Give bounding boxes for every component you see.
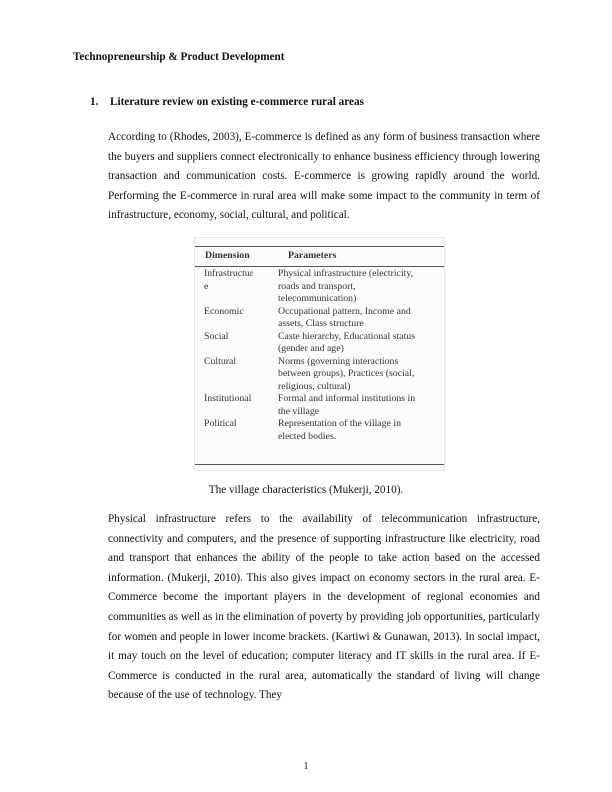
table-cell-dimension: Institutional — [204, 393, 252, 404]
table-row — [195, 356, 444, 394]
table-cell-parameters: Caste hierarchy, Educational status (gender and age) — [278, 330, 416, 354]
table-row — [195, 393, 444, 418]
village-characteristics-table — [194, 237, 445, 471]
table-cell-parameters: Occupational pattern, Income and assets, Class structure — [278, 305, 411, 329]
table-bottom-rule — [195, 464, 444, 465]
table-cell-parameters: Physical infrastructure (electricity, roads and transport, telecommunication) — [278, 268, 414, 304]
table-caption: The village characteristics (Mukerji, 2010). — [208, 484, 404, 496]
section-title: Literature review on existing e-commerce rural areas — [110, 96, 364, 108]
table-row — [195, 306, 444, 331]
table-cell-dimension: Infrastructur e — [204, 268, 253, 292]
table-row — [195, 418, 444, 443]
table-header-row — [195, 246, 444, 267]
section-heading — [90, 96, 364, 108]
table-header-dimension: Dimension — [205, 250, 250, 261]
table-row — [195, 268, 444, 306]
paragraph-intro: According to (Rhodes, 2003), E-commerce is defined as any form of business transaction where the buyers and suppliers connect electronically to enhance business efficiency through lowering transaction and communication costs. E-commerce is growing rapidly around the world. Performing the E-commerce in rural area will make some impact to the community in term of infrastructure, economy, social, cultural, and political. — [108, 131, 540, 222]
table-body — [195, 268, 444, 443]
page-number: 1 — [303, 761, 309, 772]
table-cell-dimension: Political — [204, 418, 237, 429]
paragraph-infrastructure: Physical infrastructure refers to the availability of telecommunication infrastructure, connectivity and computers, and the presence of supporting infrastructure like electricity, road and transport that enhances the ability of the people to take action based on the accessed information. (Mukerji, 2010). This also gives impact on economy sectors in the rural area. E-Commerce become the important players in the development of regional economies and communities as well as in the elimination of poverty by providing job opportunities, particularly for women and people in lower income brackets. (Kartiwi & Gunawan, 2013). In social impact, it may touch on the level of education; computer literacy and IT skills in the rural area. If E-Commerce is conducted in the rural area, automatically the standard of living will change because of the use of technology. They — [108, 513, 540, 702]
table-cell-parameters: Representation of the village in elected bodies. — [278, 418, 401, 442]
table-cell-parameters: Norms (governing interactions between groups), Practices (social, religious, cultural) — [278, 355, 415, 392]
table-cell-dimension: Economic — [204, 305, 244, 317]
table-header-parameters: Parameters — [288, 250, 337, 261]
table-cell-dimension: Social — [204, 330, 229, 342]
table-cell-dimension: Cultural — [204, 355, 237, 367]
table-cell-parameters: Formal and informal institutions in the village — [278, 393, 416, 417]
page-header: Technopreneurship & Product Development — [73, 51, 285, 63]
section-number: 1. — [90, 96, 99, 108]
table-row — [195, 331, 444, 356]
